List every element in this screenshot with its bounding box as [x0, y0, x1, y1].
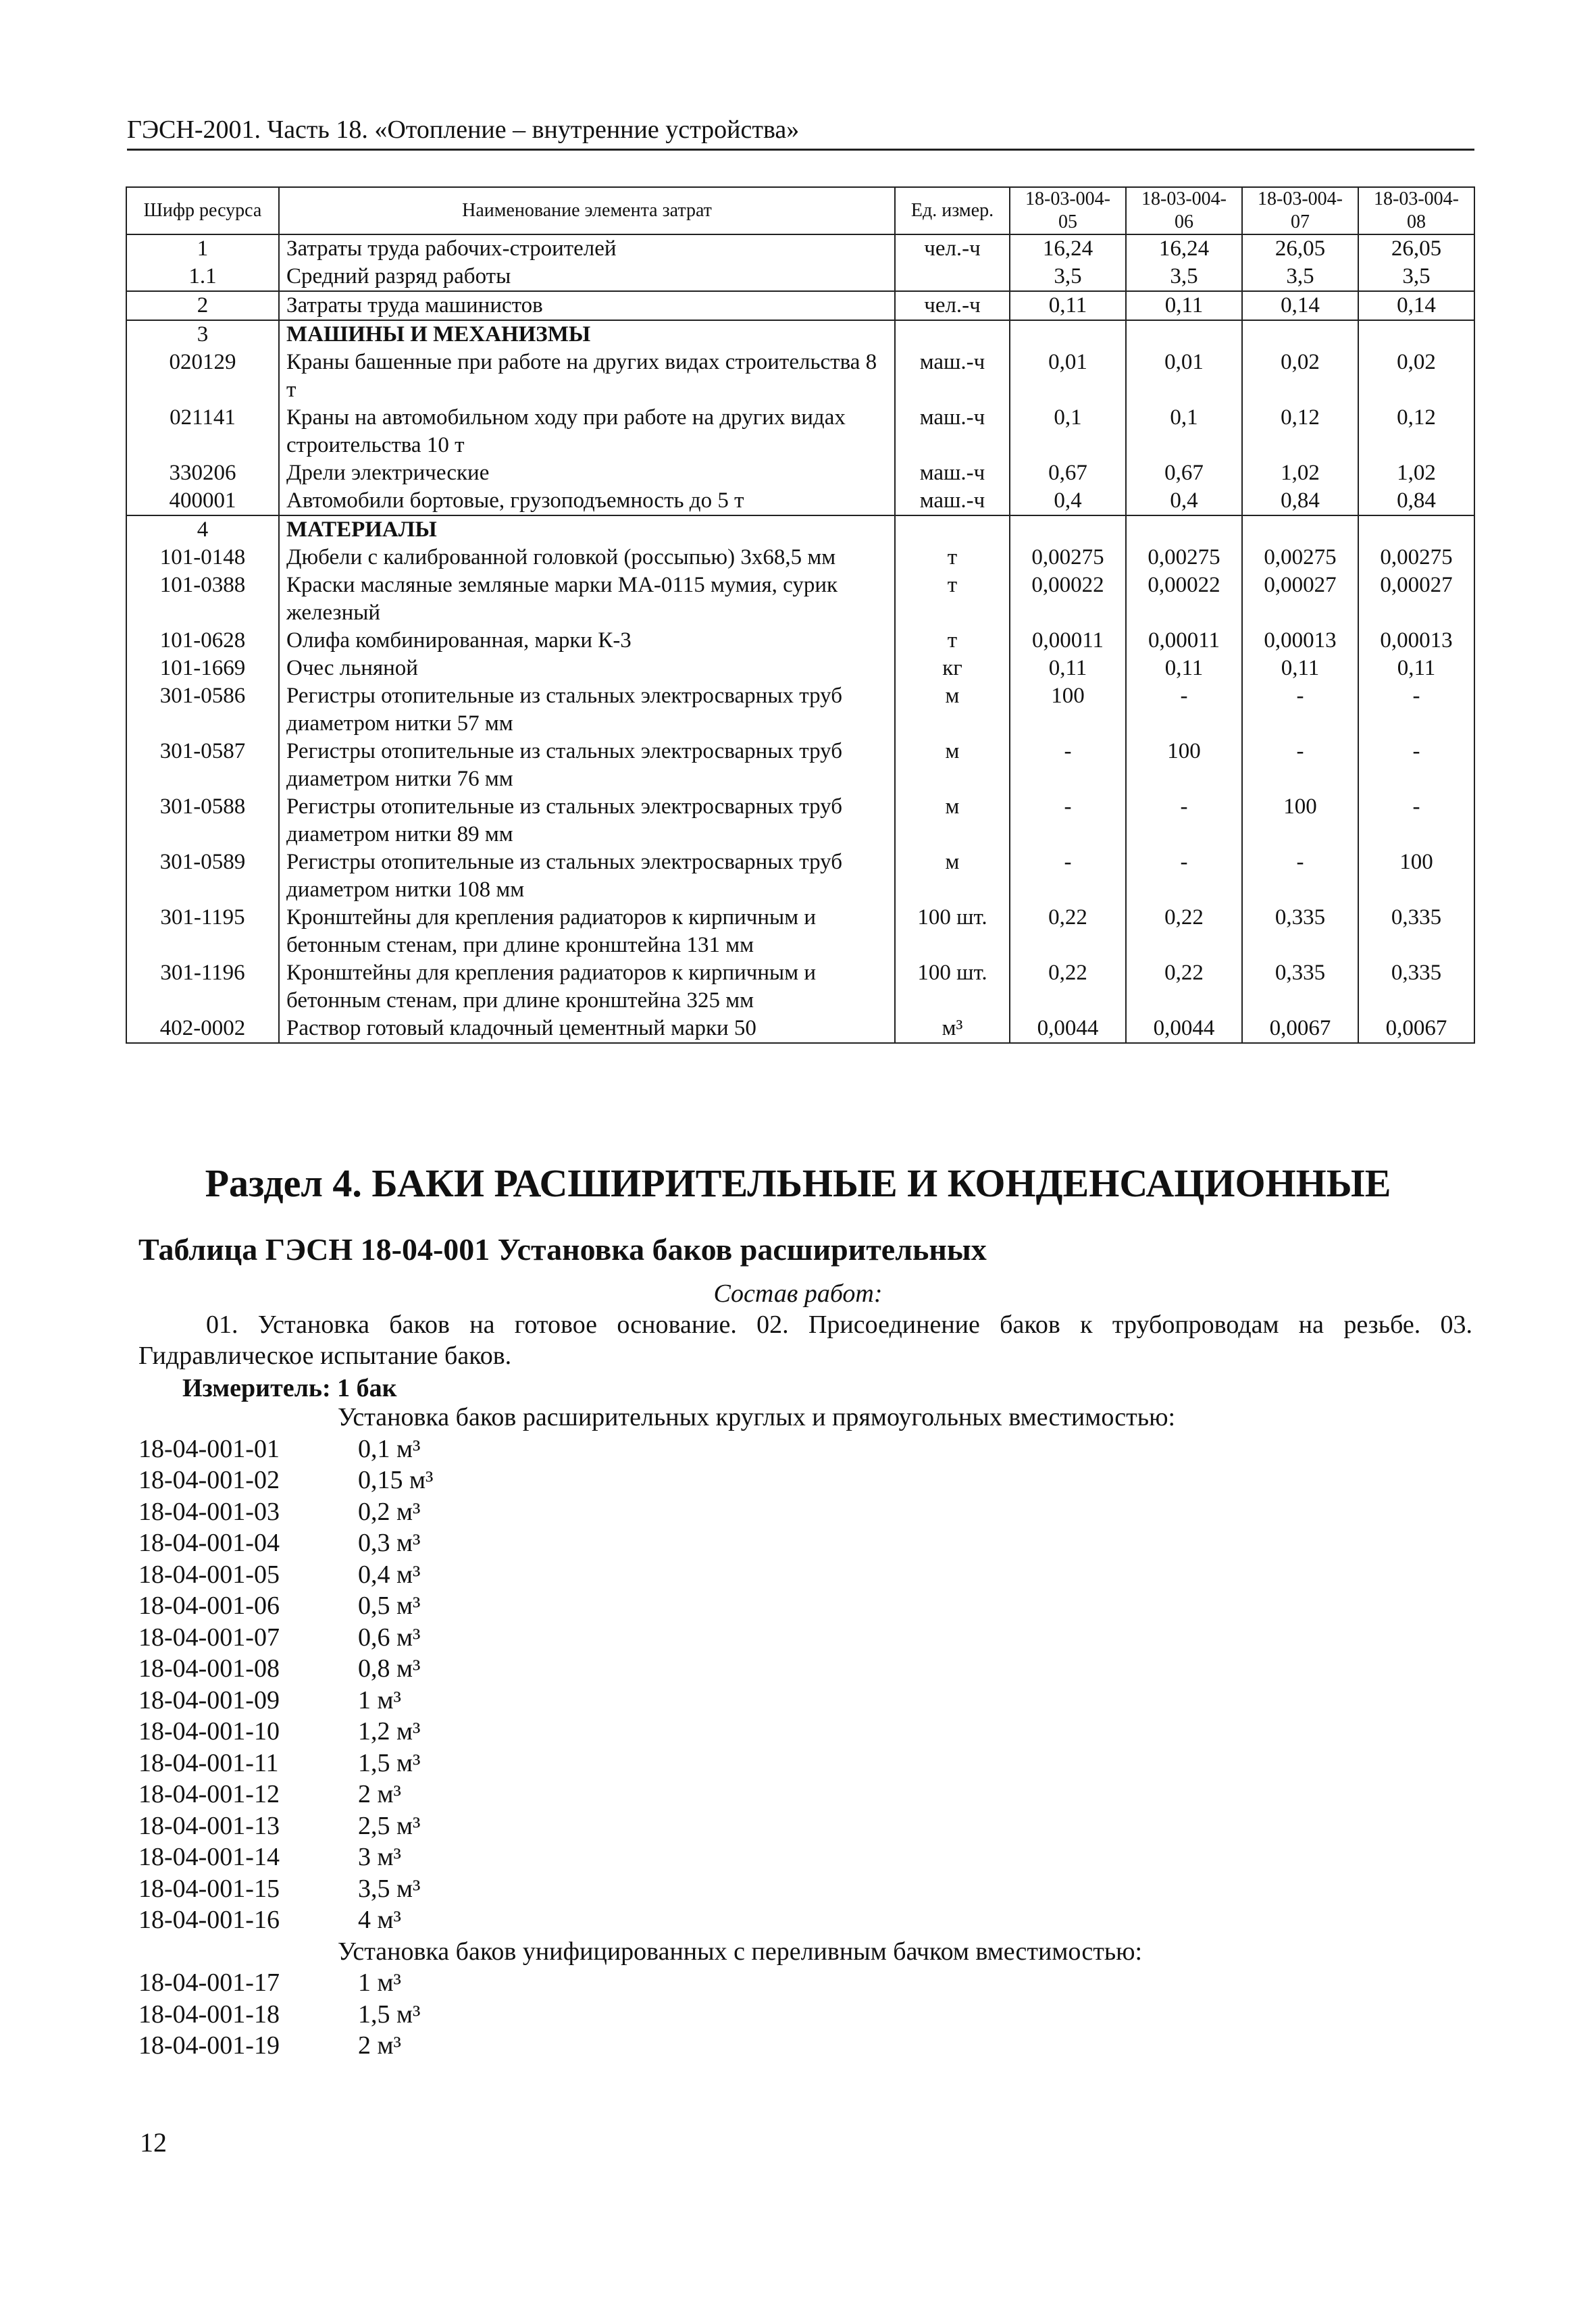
- cell-value: -: [1010, 848, 1126, 904]
- cell-code: 301-1195: [126, 904, 279, 959]
- cell-value: 0,335: [1242, 904, 1358, 959]
- cell-value: 16,24: [1126, 234, 1242, 263]
- cell-code: 020129: [126, 349, 279, 404]
- norm-capacity: 0,2 м³: [358, 1497, 421, 1526]
- table-row: [126, 515, 1474, 544]
- table-row: [126, 349, 1474, 404]
- cell-value: [1126, 515, 1242, 544]
- unit-of-measure: Измеритель: 1 бак: [182, 1374, 397, 1402]
- list-item: [138, 1433, 1472, 1465]
- cell-name: Краны на автомобильном ходу при работе на других видах строительства 10 т: [279, 404, 895, 459]
- cell-value: 0,22: [1126, 904, 1242, 959]
- header-col-08: 18-03-004-08: [1358, 187, 1474, 234]
- norm-capacity: 1,5 м³: [358, 2000, 421, 2029]
- norm-code: 18-04-001-12: [138, 1780, 280, 1808]
- norm-code: 18-04-001-01: [138, 1434, 280, 1463]
- cell-value: 0,335: [1358, 959, 1474, 1015]
- table-row: [126, 848, 1474, 904]
- cell-value: 1,02: [1242, 459, 1358, 487]
- cell-code: 101-0148: [126, 544, 279, 571]
- cell-unit: м: [895, 848, 1010, 904]
- list-item: [138, 1779, 1472, 1810]
- cell-value: 0,02: [1242, 349, 1358, 404]
- cell-value: 0,11: [1010, 655, 1126, 682]
- table-row: [126, 793, 1474, 848]
- cell-name: Автомобили бортовые, грузоподъемность до 5 т: [279, 487, 895, 515]
- list-item: [138, 2030, 1472, 2062]
- cell-unit: маш.-ч: [895, 487, 1010, 515]
- table-row: [126, 234, 1474, 263]
- norm-code: 18-04-001-15: [138, 1874, 280, 1903]
- cell-value: 0,11: [1358, 655, 1474, 682]
- cell-value: 0,1: [1010, 404, 1126, 459]
- norm-capacity: 0,6 м³: [358, 1623, 421, 1652]
- list-item: [138, 1685, 1472, 1717]
- header-code: Шифр ресурса: [126, 187, 279, 234]
- cell-code: 1.1: [126, 263, 279, 291]
- cell-value: 0,14: [1242, 291, 1358, 320]
- cell-name: Затраты труда рабочих-строителей: [279, 234, 895, 263]
- list-item: [138, 1653, 1472, 1685]
- cell-code: 301-0587: [126, 738, 279, 793]
- cell-value: 0,4: [1010, 487, 1126, 515]
- cell-value: 0,00275: [1126, 544, 1242, 571]
- cell-name: Затраты труда машинистов: [279, 291, 895, 320]
- norm-capacity: 0,15 м³: [358, 1466, 434, 1494]
- list-item: [138, 1810, 1472, 1842]
- norm-capacity: 1 м³: [358, 1685, 401, 1714]
- cell-name: Регистры отопительные из стальных электросварных труб диаметром нитки 108 мм: [279, 848, 895, 904]
- cell-unit: м³: [895, 1015, 1010, 1043]
- norm-code: 18-04-001-05: [138, 1560, 280, 1589]
- norm-capacity: 0,1 м³: [358, 1434, 421, 1463]
- norm-capacity: 3,5 м³: [358, 1874, 421, 1903]
- cell-unit: м: [895, 682, 1010, 738]
- norm-code: 18-04-001-08: [138, 1654, 280, 1683]
- norm-code: 18-04-001-19: [138, 2031, 280, 2060]
- norm-capacity: 2 м³: [358, 2031, 401, 2060]
- cell-code: 1: [126, 234, 279, 263]
- norm-capacity: 1,2 м³: [358, 1717, 421, 1746]
- cell-value: [1358, 515, 1474, 544]
- cell-unit: [895, 320, 1010, 349]
- norm-code: 18-04-001-04: [138, 1529, 280, 1557]
- list-item: [138, 1527, 1472, 1559]
- header-col-05: 18-03-004-05: [1010, 187, 1126, 234]
- norm-code: 18-04-001-07: [138, 1623, 280, 1652]
- list-item: [138, 1873, 1472, 1905]
- cell-code: 301-0588: [126, 793, 279, 848]
- list-item: [138, 1841, 1472, 1873]
- cell-value: 0,22: [1010, 959, 1126, 1015]
- resource-table: [126, 186, 1475, 1044]
- norm-code: 18-04-001-06: [138, 1592, 280, 1620]
- list-item: [138, 1559, 1472, 1591]
- cell-code: 3: [126, 320, 279, 349]
- cell-unit: маш.-ч: [895, 404, 1010, 459]
- cell-name: Очес льняной: [279, 655, 895, 682]
- norm-capacity: 0,3 м³: [358, 1529, 421, 1557]
- cell-value: [1126, 320, 1242, 349]
- cell-name: Средний разряд работы: [279, 263, 895, 291]
- cell-value: 0,00013: [1242, 627, 1358, 655]
- table-row: [126, 682, 1474, 738]
- cell-value: 0,00275: [1242, 544, 1358, 571]
- cell-unit: т: [895, 627, 1010, 655]
- cell-code: 301-1196: [126, 959, 279, 1015]
- cell-unit: маш.-ч: [895, 349, 1010, 404]
- work-composition-text: 01. Установка баков на готовое основание. 02. Присоединение баков к трубопроводам на резьбе. 03. Гидравлическое испытание баков.: [138, 1311, 1472, 1370]
- cell-value: 0,00275: [1358, 544, 1474, 571]
- cell-value: 100: [1010, 682, 1126, 738]
- cell-value: 0,00013: [1358, 627, 1474, 655]
- section-title: Раздел 4. БАКИ РАСШИРИТЕЛЬНЫЕ И КОНДЕНСАЦИОННЫЕ: [205, 1161, 1391, 1205]
- cell-value: 0,22: [1010, 904, 1126, 959]
- table-title: Таблица ГЭСН 18-04-001 Установка баков расширительных: [138, 1232, 987, 1267]
- table-row: [126, 738, 1474, 793]
- cell-value: 0,11: [1126, 291, 1242, 320]
- header-col-06: 18-03-004-06: [1126, 187, 1242, 234]
- norm-list: [138, 1402, 1472, 2062]
- cell-value: 0,11: [1126, 655, 1242, 682]
- norm-capacity: 4 м³: [358, 1906, 401, 1934]
- page-number: 12: [140, 2127, 167, 2158]
- cell-name: Регистры отопительные из стальных электросварных труб диаметром нитки 76 мм: [279, 738, 895, 793]
- cell-value: 0,00275: [1010, 544, 1126, 571]
- table-row: [126, 487, 1474, 515]
- cell-unit: [895, 263, 1010, 291]
- cell-value: 0,01: [1010, 349, 1126, 404]
- norm-capacity: 0,4 м³: [358, 1560, 421, 1589]
- table-row: [126, 544, 1474, 571]
- list-item: [138, 1590, 1472, 1622]
- norm-capacity: 3 м³: [358, 1843, 401, 1871]
- header-name: Наименование элемента затрат: [279, 187, 895, 234]
- cell-code: 301-0589: [126, 848, 279, 904]
- cell-value: 100: [1242, 793, 1358, 848]
- cell-value: [1010, 515, 1126, 544]
- norm-capacity: 2,5 м³: [358, 1811, 421, 1840]
- cell-value: 0,0067: [1242, 1015, 1358, 1043]
- cell-unit: 100 шт.: [895, 904, 1010, 959]
- cell-code: 4: [126, 515, 279, 544]
- cell-code: 2: [126, 291, 279, 320]
- table-row: [126, 320, 1474, 349]
- cell-value: 100: [1126, 738, 1242, 793]
- table-row: [126, 459, 1474, 487]
- cell-code: 101-1669: [126, 655, 279, 682]
- table-row: [126, 1015, 1474, 1043]
- cell-value: 0,00027: [1242, 571, 1358, 627]
- norm-code: 18-04-001-17: [138, 1968, 280, 1997]
- cell-value: 3,5: [1126, 263, 1242, 291]
- cell-name: Регистры отопительные из стальных электросварных труб диаметром нитки 57 мм: [279, 682, 895, 738]
- cell-value: -: [1126, 848, 1242, 904]
- cell-value: -: [1358, 682, 1474, 738]
- cell-name: Олифа комбинированная, марки К-3: [279, 627, 895, 655]
- cell-code: 330206: [126, 459, 279, 487]
- cell-value: -: [1242, 682, 1358, 738]
- cell-value: 26,05: [1242, 234, 1358, 263]
- table-row: [126, 904, 1474, 959]
- cell-unit: кг: [895, 655, 1010, 682]
- cell-value: 0,14: [1358, 291, 1474, 320]
- table-row: [126, 627, 1474, 655]
- cell-value: 0,00011: [1010, 627, 1126, 655]
- list-item: [138, 1999, 1472, 2031]
- cell-unit: м: [895, 738, 1010, 793]
- cell-value: 0,67: [1010, 459, 1126, 487]
- cell-unit: чел.-ч: [895, 234, 1010, 263]
- cell-name: Регистры отопительные из стальных электросварных труб диаметром нитки 89 мм: [279, 793, 895, 848]
- cell-value: [1242, 320, 1358, 349]
- cell-value: 0,12: [1358, 404, 1474, 459]
- table-row: [126, 655, 1474, 682]
- cell-value: 3,5: [1242, 263, 1358, 291]
- cell-unit: 100 шт.: [895, 959, 1010, 1015]
- cell-value: 0,00027: [1358, 571, 1474, 627]
- cell-value: 0,22: [1126, 959, 1242, 1015]
- cell-value: 0,0067: [1358, 1015, 1474, 1043]
- norm-code: 18-04-001-03: [138, 1497, 280, 1526]
- cell-code: 301-0586: [126, 682, 279, 738]
- group1-items: [138, 1433, 1472, 1936]
- list-item: [138, 1622, 1472, 1654]
- norm-code: 18-04-001-02: [138, 1466, 280, 1494]
- cell-code: 400001: [126, 487, 279, 515]
- norm-capacity: 1,5 м³: [358, 1748, 421, 1777]
- table-row: [126, 404, 1474, 459]
- list-item: [138, 1904, 1472, 1936]
- list-item: [138, 1496, 1472, 1528]
- cell-code: 402-0002: [126, 1015, 279, 1043]
- cell-value: 16,24: [1010, 234, 1126, 263]
- cell-value: 0,0044: [1126, 1015, 1242, 1043]
- cell-code: 021141: [126, 404, 279, 459]
- cell-value: -: [1126, 793, 1242, 848]
- cell-code: 101-0628: [126, 627, 279, 655]
- cell-value: 0,12: [1242, 404, 1358, 459]
- cell-value: 0,84: [1242, 487, 1358, 515]
- cell-value: 0,01: [1126, 349, 1242, 404]
- cell-value: 1,02: [1358, 459, 1474, 487]
- cell-name: МАТЕРИАЛЫ: [279, 515, 895, 544]
- running-header: ГЭСН-2001. Часть 18. «Отопление – внутренние устройства»: [127, 115, 1474, 151]
- cell-value: 26,05: [1358, 234, 1474, 263]
- norm-capacity: 0,5 м³: [358, 1592, 421, 1620]
- norm-code: 18-04-001-09: [138, 1685, 280, 1714]
- cell-name: Краны башенные при работе на других видах строительства 8 т: [279, 349, 895, 404]
- cell-value: 0,4: [1126, 487, 1242, 515]
- cell-unit: маш.-ч: [895, 459, 1010, 487]
- table-row: [126, 571, 1474, 627]
- cell-value: 0,11: [1242, 655, 1358, 682]
- cell-value: 0,84: [1358, 487, 1474, 515]
- cell-unit: т: [895, 571, 1010, 627]
- cell-value: -: [1126, 682, 1242, 738]
- cell-value: 0,00022: [1126, 571, 1242, 627]
- cell-value: 0,67: [1126, 459, 1242, 487]
- cell-value: -: [1010, 793, 1126, 848]
- cell-value: -: [1010, 738, 1126, 793]
- cell-value: -: [1358, 738, 1474, 793]
- norm-capacity: 2 м³: [358, 1780, 401, 1808]
- cell-value: [1358, 320, 1474, 349]
- list-item: [138, 1716, 1472, 1748]
- norm-code: 18-04-001-18: [138, 2000, 280, 2029]
- list-item: [138, 1465, 1472, 1496]
- cell-name: Дрели электрические: [279, 459, 895, 487]
- header-unit: Ед. измер.: [895, 187, 1010, 234]
- norm-code: 18-04-001-11: [138, 1748, 279, 1777]
- norm-capacity: 0,8 м³: [358, 1654, 421, 1683]
- cell-value: 0,11: [1010, 291, 1126, 320]
- cell-value: -: [1358, 793, 1474, 848]
- table-header-row: [126, 187, 1474, 234]
- cell-value: [1010, 320, 1126, 349]
- norm-code: 18-04-001-10: [138, 1717, 280, 1746]
- cell-value: 100: [1358, 848, 1474, 904]
- cell-value: 0,1: [1126, 404, 1242, 459]
- header-col-07: 18-03-004-07: [1242, 187, 1358, 234]
- cell-unit: т: [895, 544, 1010, 571]
- table-body: [126, 234, 1474, 1043]
- table-row: [126, 291, 1474, 320]
- cell-value: 0,0044: [1010, 1015, 1126, 1043]
- cell-value: 0,335: [1358, 904, 1474, 959]
- cell-unit: м: [895, 793, 1010, 848]
- norm-code: 18-04-001-13: [138, 1811, 280, 1840]
- group2-title: Установка баков унифицированных с переливным бачком вместимостью:: [338, 1937, 1143, 1966]
- work-composition-label: Состав работ:: [713, 1279, 883, 1308]
- norm-capacity: 1 м³: [358, 1968, 401, 1997]
- cell-name: Кронштейны для крепления радиаторов к кирпичным и бетонным стенам, при длине кронштейна 131 мм: [279, 904, 895, 959]
- list-item: [138, 1967, 1472, 1999]
- cell-name: Дюбели с калиброванной головкой (россыпью) 3х68,5 мм: [279, 544, 895, 571]
- norm-code: 18-04-001-16: [138, 1906, 280, 1934]
- cell-code: 101-0388: [126, 571, 279, 627]
- group1-title: Установка баков расширительных круглых и прямоугольных вместимостью:: [338, 1403, 1176, 1431]
- norm-code: 18-04-001-14: [138, 1843, 280, 1871]
- cell-value: 0,02: [1358, 349, 1474, 404]
- cell-value: 0,00011: [1126, 627, 1242, 655]
- table-row: [126, 263, 1474, 291]
- cell-value: 3,5: [1010, 263, 1126, 291]
- cell-value: 3,5: [1358, 263, 1474, 291]
- cell-name: МАШИНЫ И МЕХАНИЗМЫ: [279, 320, 895, 349]
- cell-name: Краски масляные земляные марки МА-0115 мумия, сурик железный: [279, 571, 895, 627]
- cell-value: -: [1242, 738, 1358, 793]
- table-row: [126, 959, 1474, 1015]
- cell-name: Кронштейны для крепления радиаторов к кирпичным и бетонным стенам, при длине кронштейна 325 мм: [279, 959, 895, 1015]
- cell-name: Раствор готовый кладочный цементный марки 50: [279, 1015, 895, 1043]
- group2-items: [138, 1967, 1472, 2062]
- cell-value: 0,00022: [1010, 571, 1126, 627]
- cell-unit: [895, 515, 1010, 544]
- cell-value: 0,335: [1242, 959, 1358, 1015]
- cell-unit: чел.-ч: [895, 291, 1010, 320]
- cell-value: [1242, 515, 1358, 544]
- cell-value: -: [1242, 848, 1358, 904]
- list-item: [138, 1748, 1472, 1779]
